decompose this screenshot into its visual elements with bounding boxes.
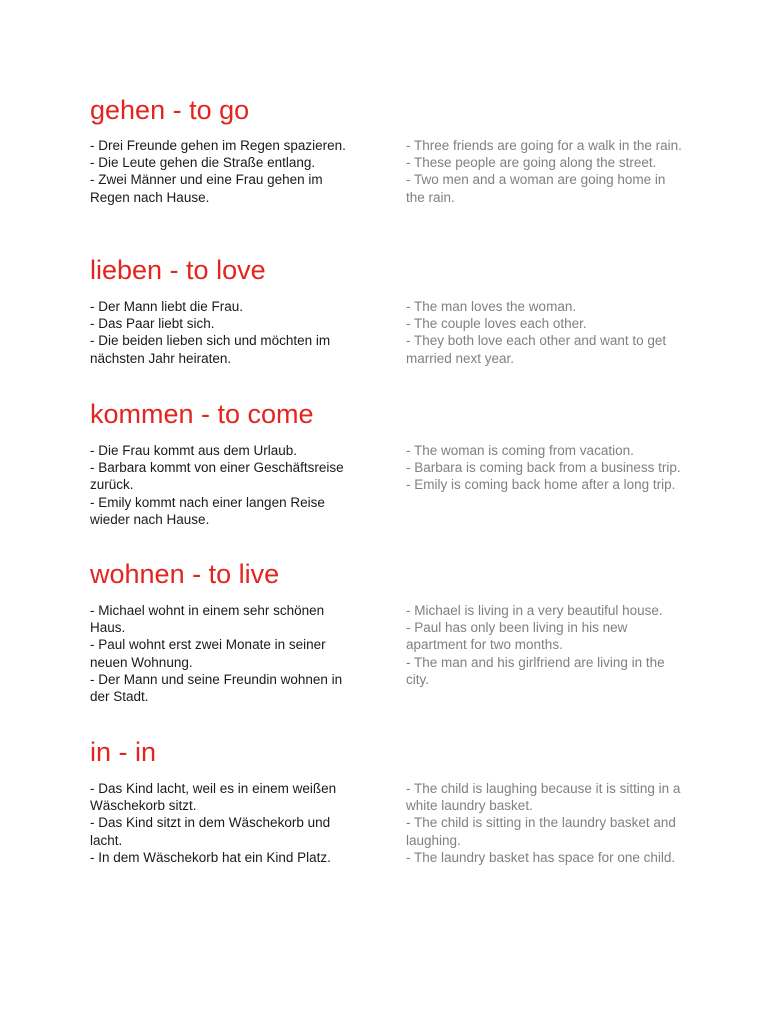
section-heading: lieben - to love <box>90 255 266 285</box>
english-sentence: - These people are going along the street. <box>406 155 657 171</box>
english-sentence: - Three friends are going for a walk in the rain. <box>406 138 682 153</box>
section-wohnen <box>90 559 690 705</box>
english-sentence: - The man loves the woman. <box>406 299 577 314</box>
section-heading: in - in <box>90 737 157 767</box>
german-sentence: - Die Leute gehen die Straße entlang. <box>90 155 316 171</box>
german-sentences <box>90 442 360 528</box>
english-sentence: - Two men and a woman are going home in the rain. <box>406 172 666 205</box>
german-sentence: - Zwei Männer und eine Frau gehen im Regen nach Hause. <box>90 172 323 205</box>
english-sentence: - The laundry basket has space for one child. <box>406 849 676 865</box>
german-sentence: - Die Frau kommt aus dem Urlaub. <box>90 443 298 458</box>
english-sentence: - They both love each other and want to get married next year. <box>406 333 667 366</box>
german-sentence: - Das Kind sitzt in dem Wäschekorb und lacht. <box>90 815 331 848</box>
english-sentence: - The man and his girlfriend are living in the city. <box>406 654 665 687</box>
english-translations <box>406 780 686 866</box>
german-sentence: - Das Kind lacht, weil es in einem weißen Wäschekorb sitzt. <box>90 781 337 814</box>
german-sentence: - In dem Wäschekorb hat ein Kind Platz. <box>90 849 331 865</box>
section-kommen <box>90 399 690 527</box>
section-heading: kommen - to come <box>90 399 314 429</box>
german-sentences <box>90 298 360 367</box>
german-sentences <box>90 602 360 705</box>
english-sentence: - Emily is coming back home after a long trip. <box>406 477 676 493</box>
german-sentence: - Die beiden lieben sich und möchten im nächsten Jahr heiraten. <box>90 333 331 366</box>
english-sentence: - The child is laughing because it is sitting in a white laundry basket. <box>406 781 681 814</box>
english-sentence: - Paul has only been living in his new apartment for two months. <box>406 620 628 653</box>
english-translations <box>406 298 686 367</box>
english-sentence: - Barbara is coming back from a business trip. <box>406 460 681 476</box>
german-sentence: - Drei Freunde gehen im Regen spazieren. <box>90 138 346 153</box>
german-sentence: - Emily kommt nach einer langen Reise wieder nach Hause. <box>90 494 325 527</box>
english-translations <box>406 442 686 494</box>
german-sentences <box>90 780 360 866</box>
english-sentence: - The woman is coming from vacation. <box>406 443 634 458</box>
english-translations <box>406 602 686 688</box>
section-heading: gehen - to go <box>90 95 250 125</box>
english-translations <box>406 137 686 206</box>
german-sentence: - Der Mann liebt die Frau. <box>90 299 244 314</box>
section-heading: wohnen - to live <box>90 559 280 589</box>
german-sentence: - Barbara kommt von einer Geschäftsreise zurück. <box>90 460 344 493</box>
german-sentence: - Michael wohnt in einem sehr schönen Haus. <box>90 603 325 636</box>
german-sentence: - Der Mann und seine Freundin wohnen in der Stadt. <box>90 671 343 705</box>
german-sentences <box>90 137 360 206</box>
section-in <box>90 737 690 865</box>
english-sentence: - The couple loves each other. <box>406 316 587 332</box>
english-sentence: - The child is sitting in the laundry basket and laughing. <box>406 815 676 848</box>
section-gehen <box>90 95 690 205</box>
section-lieben <box>90 255 690 366</box>
german-sentence: - Paul wohnt erst zwei Monate in seiner neuen Wohnung. <box>90 637 326 670</box>
english-sentence: - Michael is living in a very beautiful house. <box>406 603 663 618</box>
german-sentence: - Das Paar liebt sich. <box>90 316 215 332</box>
